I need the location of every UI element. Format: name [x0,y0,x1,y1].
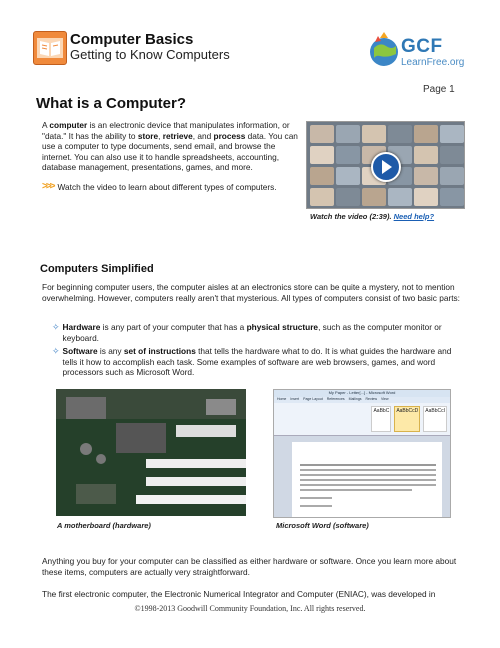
video-mosaic-tile [440,146,464,164]
word-tab: References [326,397,345,401]
triple-arrow-icon: >>> [42,181,54,192]
bullet-icon: ✧ [52,322,60,332]
video-caption [310,212,434,221]
video-mosaic-tile [440,125,464,143]
need-help-link[interactable]: Need help? [393,212,435,221]
video-mosaic-tile [388,125,412,143]
word-tab: Insert [290,397,300,401]
gcf-globe-icon [366,30,402,70]
section-intro: For beginning computer users, the computer aisles at an electronics store can be quite a mystery, not to mention overwhelming. However, computers really aren't that mysterious. All types of computers consist of two basic parts: [42,282,460,303]
video-duration: Watch the video (2:39). [310,212,392,221]
bullet-icon: ✧ [52,346,60,356]
eniac-paragraph: The first electronic computer, the Electronic Numerical Integrator and Computer (ENIAC), was developed in [42,589,436,599]
motherboard-image [56,389,246,516]
video-mosaic-tile [440,167,464,185]
list-item-hardware: ✧ Hardware is any part of your computer that has a physical structure, such as the computer monitor or keyboard. [52,322,442,343]
video-mosaic-tile [310,146,334,164]
book-logo-icon [33,31,67,65]
watch-video-note [42,181,277,192]
video-mosaic-tile [414,125,438,143]
section-title: Computers Simplified [40,263,154,275]
gcf-logo-text: GCF [401,36,443,57]
hardware-software-paragraph: Anything you buy for your computer can be classified as either hardware or software. Once you learn more about these items, computers are actually very straightforward. [42,556,457,577]
video-mosaic-tile [336,167,360,185]
word-page [292,442,442,518]
video-mosaic-tile [310,188,334,206]
course-title: Computer Basics [70,31,194,48]
watch-video-text: Watch the video to learn about different types of computers. [57,181,277,192]
word-tab: Review [365,397,377,401]
word-tab: View [381,397,389,401]
word-tab: Home [277,397,287,401]
course-subtitle: Getting to Know Computers [70,47,230,62]
copyright-footer: ©1998-2013 Goodwill Community Foundation, Inc. All rights reserved. [134,604,366,613]
caption-software: Microsoft Word (software) [276,521,369,530]
microsoft-word-screenshot [273,389,451,518]
word-style: AaBbCcI [423,406,447,432]
word-style: AaBbCcD [394,406,420,432]
caption-hardware: A motherboard (hardware) [57,521,151,530]
video-mosaic-tile [310,125,334,143]
video-mosaic-tile [414,188,438,206]
video-mosaic-tile [414,167,438,185]
video-mosaic-tile [336,188,360,206]
word-ribbon [274,403,450,436]
gcf-logo-tagline: LearnFree.org [401,57,465,68]
play-button-icon[interactable] [371,152,401,182]
word-document-area [274,436,450,518]
word-style: AaBbC [371,406,391,432]
video-mosaic-tile [440,188,464,206]
video-mosaic-tile [336,125,360,143]
word-tab: Mailings [348,397,362,401]
list-item-software: ✧ Software is any set of instructions that tells the hardware what to do. It is what guides the hardware and tells it how to accomplish each task. Some examples of software are web browsers, games, and word processors such as Microsoft Word. [52,346,452,378]
video-mosaic-tile [414,146,438,164]
video-mosaic-tile [362,125,386,143]
video-mosaic-tile [362,188,386,206]
word-tab: Page Layout [303,397,323,401]
video-mosaic-tile [310,167,334,185]
word-title-bar: My Paper - Letter[...] - Microsoft Word [274,390,450,397]
intro-paragraph: A computer is an electronic device that manipulates information, or "data." It has the ability to store, retrieve, and process data. You can use a computer to type documents, send email, and browse the internet. You can also use it to handle spreadsheets, accounting, database management, presentations, games, and more. [42,120,298,173]
page-number: Page 1 [423,84,455,95]
video-mosaic-tile [388,188,412,206]
page-title: What is a Computer? [36,95,187,112]
video-mosaic-tile [336,146,360,164]
